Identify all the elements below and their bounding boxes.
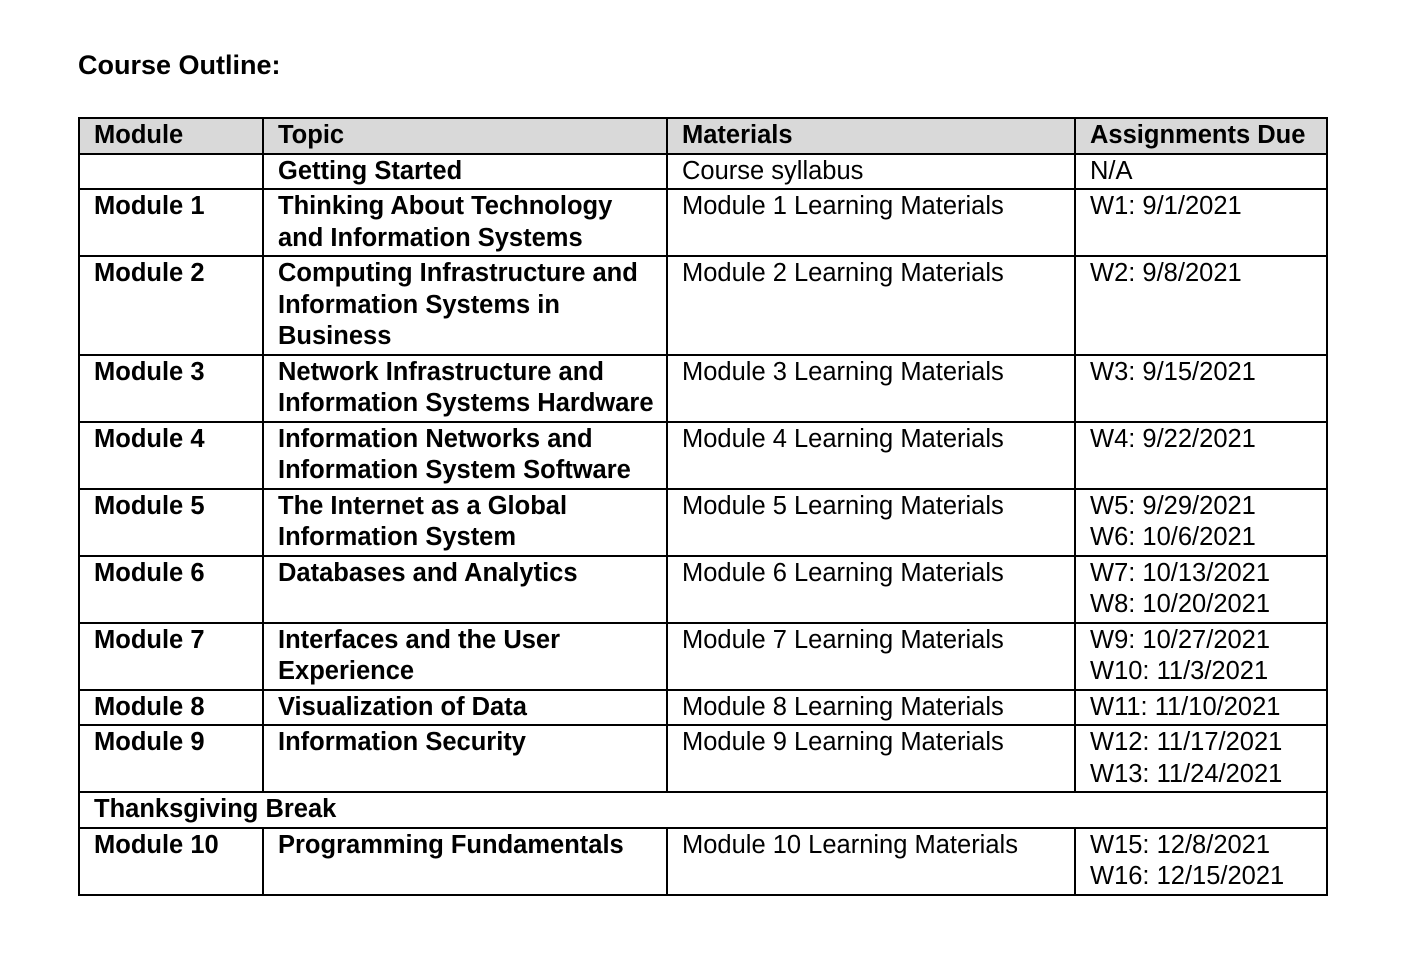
- due-date: W12: 11/17/2021: [1090, 728, 1283, 756]
- topic-cell: Thinking About Technology and Information Systems: [263, 189, 667, 256]
- module-cell: Module 9: [79, 725, 263, 792]
- thanksgiving-break-cell: Thanksgiving Break: [79, 792, 1327, 828]
- topic-cell: Information Networks and Information System Software: [263, 422, 667, 489]
- assignments-due-cell: [1075, 725, 1327, 792]
- materials-cell: Module 6 Learning Materials: [667, 556, 1075, 623]
- table-row: [79, 256, 1327, 355]
- break-row: [79, 792, 1327, 828]
- materials-cell: Module 10 Learning Materials: [667, 828, 1075, 895]
- assignments-due-cell: [1075, 422, 1327, 489]
- column-header-topic: Topic: [263, 118, 667, 154]
- table-row: [79, 623, 1327, 690]
- materials-cell: Module 7 Learning Materials: [667, 623, 1075, 690]
- topic-cell: Interfaces and the User Experience: [263, 623, 667, 690]
- module-cell: Module 3: [79, 355, 263, 422]
- page-title: Course Outline:: [78, 50, 281, 80]
- assignments-due-cell: [1075, 154, 1327, 190]
- due-date: N/A: [1090, 156, 1133, 185]
- due-date: W13: 11/24/2021: [1090, 759, 1283, 788]
- column-header-module: Module: [79, 118, 263, 154]
- table-body: [79, 154, 1327, 895]
- table-row: [79, 355, 1327, 422]
- assignments-due-cell: [1075, 355, 1327, 422]
- topic-cell: Computing Infrastructure and Information Systems in Business: [263, 256, 667, 355]
- module-cell: [79, 154, 263, 190]
- due-date: W9: 10/27/2021: [1090, 625, 1271, 654]
- assignments-due-cell: [1075, 828, 1327, 895]
- due-date: W11: 11/10/2021: [1090, 692, 1281, 721]
- table-row: [79, 189, 1327, 256]
- assignments-due-cell: [1075, 489, 1327, 556]
- due-date: W3: 9/15/2021: [1090, 357, 1256, 386]
- table-row: [79, 725, 1327, 792]
- due-date: W5: 9/29/2021: [1090, 491, 1256, 520]
- topic-cell: The Internet as a Global Information System: [263, 489, 667, 556]
- assignments-due-cell: [1075, 189, 1327, 256]
- topic-cell: Programming Fundamentals: [263, 828, 667, 895]
- due-date: W2: 9/8/2021: [1090, 259, 1242, 287]
- due-date: W16: 12/15/2021: [1090, 862, 1285, 890]
- header-row: [79, 118, 1327, 154]
- materials-cell: Module 3 Learning Materials: [667, 355, 1075, 422]
- due-date: W4: 9/22/2021: [1090, 424, 1256, 453]
- materials-cell: Module 8 Learning Materials: [667, 690, 1075, 726]
- due-date: W7: 10/13/2021: [1090, 558, 1271, 587]
- module-cell: Module 6: [79, 556, 263, 623]
- topic-cell: Information Security: [263, 725, 667, 792]
- table-row: [79, 690, 1327, 726]
- materials-cell: Course syllabus: [667, 154, 1075, 190]
- due-date: W8: 10/20/2021: [1090, 590, 1271, 618]
- assignments-due-cell: [1075, 256, 1327, 355]
- materials-cell: Module 2 Learning Materials: [667, 256, 1075, 355]
- module-cell: Module 8: [79, 690, 263, 726]
- module-cell: Module 1: [79, 189, 263, 256]
- module-cell: Module 5: [79, 489, 263, 556]
- topic-cell: Network Infrastructure and Information Systems Hardware: [263, 355, 667, 422]
- topic-cell: Databases and Analytics: [263, 556, 667, 623]
- table-header: [79, 118, 1327, 154]
- table-row: [79, 154, 1327, 190]
- column-header-assignments-due: Assignments Due: [1075, 118, 1327, 154]
- topic-cell: Getting Started: [263, 154, 667, 190]
- materials-cell: Module 1 Learning Materials: [667, 189, 1075, 256]
- assignments-due-cell: [1075, 556, 1327, 623]
- materials-cell: Module 9 Learning Materials: [667, 725, 1075, 792]
- materials-cell: Module 5 Learning Materials: [667, 489, 1075, 556]
- due-date: W10: 11/3/2021: [1090, 657, 1269, 685]
- materials-cell: Module 4 Learning Materials: [667, 422, 1075, 489]
- assignments-due-cell: [1075, 623, 1327, 690]
- due-date: W15: 12/8/2021: [1090, 830, 1271, 859]
- module-cell: Module 7: [79, 623, 263, 690]
- module-cell: Module 4: [79, 422, 263, 489]
- topic-cell: Visualization of Data: [263, 690, 667, 726]
- column-header-materials: Materials: [667, 118, 1075, 154]
- table-row: [79, 556, 1327, 623]
- table-row: [79, 489, 1327, 556]
- table-row: [79, 828, 1327, 895]
- table-row: [79, 422, 1327, 489]
- due-date: W1: 9/1/2021: [1090, 192, 1242, 220]
- module-cell: Module 10: [79, 828, 263, 895]
- due-date: W6: 10/6/2021: [1090, 523, 1256, 551]
- assignments-due-cell: [1075, 690, 1327, 726]
- course-outline-table: [78, 117, 1328, 896]
- module-cell: Module 2: [79, 256, 263, 355]
